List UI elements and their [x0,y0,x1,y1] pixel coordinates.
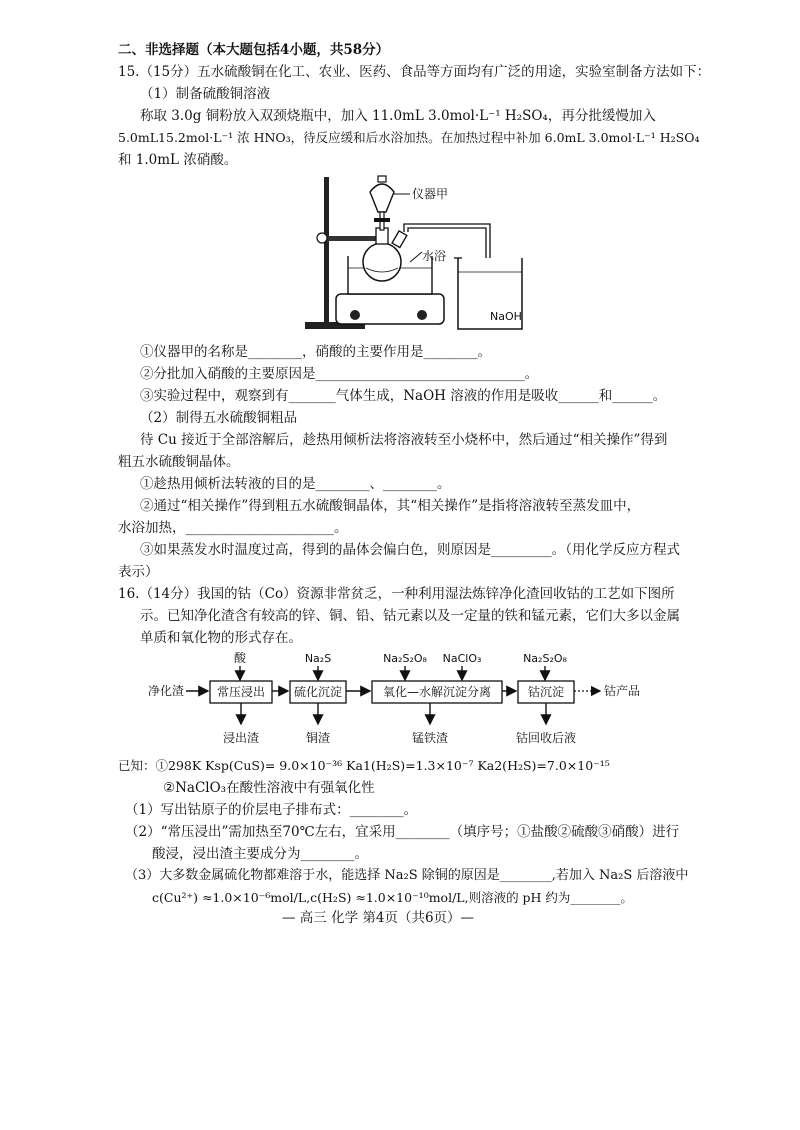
q15-question-1: ①仪器甲的名称是________，硝酸的主要作用是________。 [140,344,491,360]
flow-out-leach-residue: 浸出渣 [222,731,260,745]
q16-intro-3: 单质和氧化物的形式存在。 [140,630,302,646]
q16-question-1: （1）写出钴原子的价层电子排布式：________。 [125,802,418,818]
flow-out-after-liquid: 钴回收后液 [515,731,577,745]
q16-known-1: 已知：①298K Ksp(CuS)= 9.0×10⁻³⁶ Ka1(H₂S)=1.3×10⁻⁷ Ka2(H₂S)=7.0×10⁻¹⁵ [118,758,610,773]
section-title: 二、非选择题（本大题包括4小题，共58分） [118,42,390,58]
dropping-funnel [370,184,394,212]
reagent-naclo3: NaClO₃ [442,652,482,665]
q16-question-3b: c(Cu²⁺) ≈1.0×10⁻⁶mol/L,c(H₂S) ≈1.0×10⁻¹⁰mol/L,则溶液的 pH 约为________。 [152,890,633,905]
q15-part2-question-3a: ③如果蒸发水时温度过高，得到的晶体会偏白色，则原因是_________。（用化学反应方程式 [140,542,680,558]
apparatus-diagram [300,172,530,337]
q15-desc-line3: 和 1.0mL 浓硝酸。 [118,152,238,168]
label-instrument-a: 仪器甲 [412,187,449,201]
reagent-na2s2o8-b: Na₂S₂O₈ [523,652,567,665]
q15-question-3: ③实验过程中，观察到有_______气体生成，NaOH 溶液的作用是吸收______和______。 [140,388,667,404]
stand-rod [324,177,329,324]
label-naoh: NaOH [490,310,522,323]
svg-text:常压浸出: 常压浸出 [216,685,266,699]
clamp-knob [317,233,327,243]
svg-text:钴沉淀: 钴沉淀 [527,685,565,699]
process-flowchart [140,652,680,752]
reagent-acid: 酸 [233,652,247,665]
q16-known-2: ②NaClO₃在酸性溶液中有强氧化性 [163,780,375,796]
q15-question-2: ②分批加入硝酸的主要原因是_______________________________。 [140,366,539,382]
q16-question-3a: （3）大多数金属硫化物都难溶于水，能选择 Na₂S 除铜的原因是________,若加入 Na₂S 后溶液中 [125,868,689,883]
hot-plate-knob-left [350,310,360,320]
q15-desc-line2: 5.0mL15.2mol·L⁻¹ 浓 HNO₃，待反应缓和后水浴加热。在加热过程中补加 6.0mL 3.0mol·L⁻¹ H₂SO₄ [118,130,700,145]
page-footer: — 高三 化学 第4页（共6页）— [282,910,475,926]
svg-text:硫化沉淀: 硫化沉淀 [293,685,343,699]
q15-part2-desc-1: 待 Cu 接近于全部溶解后，趁热用倾析法将溶液转至小烧杯中，然后通过“相关操作”得到 [140,432,668,448]
two-neck-flask [363,243,401,281]
reagent-na2s: Na₂S [304,652,332,665]
label-water-bath: 水浴 [422,249,447,263]
hot-plate [336,294,444,324]
q16-intro-1: 16.（14分）我国的钴（Co）资源非常贫乏，一种利用湿法炼锌净化渣回收钴的工艺如下图所 [118,586,675,602]
reagent-na2s2o8-a: Na₂S₂O₈ [383,652,427,665]
flow-out-copper-residue: 铜渣 [305,731,331,745]
q16-question-2a: （2）“常压浸出”需加热至70℃左右，宜采用________（填序号；①盐酸②硫酸③硝酸）进行 [125,824,680,840]
flow-input: 净化渣 [148,684,185,698]
q15-part2-question-3b: 表示） [118,564,159,580]
flow-out-mnfe-residue: 锰铁渣 [411,731,449,745]
q15-part2-question-2a: ②通过“相关操作”得到粗五水硫酸铜晶体，其“相关操作”是指将溶液转至蒸发皿中， [140,498,641,514]
q15-part2-desc-2: 粗五水硫酸铜晶体。 [118,454,240,470]
q15-part2-question-1: ①趁热用倾析法转液的目的是________、________。 [140,476,451,492]
flow-product: 钴产品 [604,684,641,698]
q15-desc-line1: 称取 3.0g 铜粉放入双颈烧瓶中，加入 11.0mL 3.0mol·L⁻¹ H₂SO₄，再分批缓慢加入 [140,108,656,124]
q16-intro-2: 示。已知净化渣含有较高的锌、铜、铅、钴元素以及一定量的铁和锰元素，它们大多以金属 [140,608,680,624]
q15-part1-title: （1）制备硫酸铜溶液 [140,86,271,102]
hot-plate-knob-right [417,310,427,320]
q15-part2-title: （2）制得五水硫酸铜粗品 [140,410,298,426]
q16-question-2b: 酸浸，浸出渣主要成分为________。 [152,846,368,862]
q15-intro: 15.（15分）五水硫酸铜在化工、农业、医药、食品等方面均有广泛的用途，实验室制备方法如下： [118,64,711,80]
q15-part2-question-2b: 水浴加热，______________________。 [118,520,348,536]
svg-text:氧化—水解沉淀分离: 氧化—水解沉淀分离 [382,685,492,699]
